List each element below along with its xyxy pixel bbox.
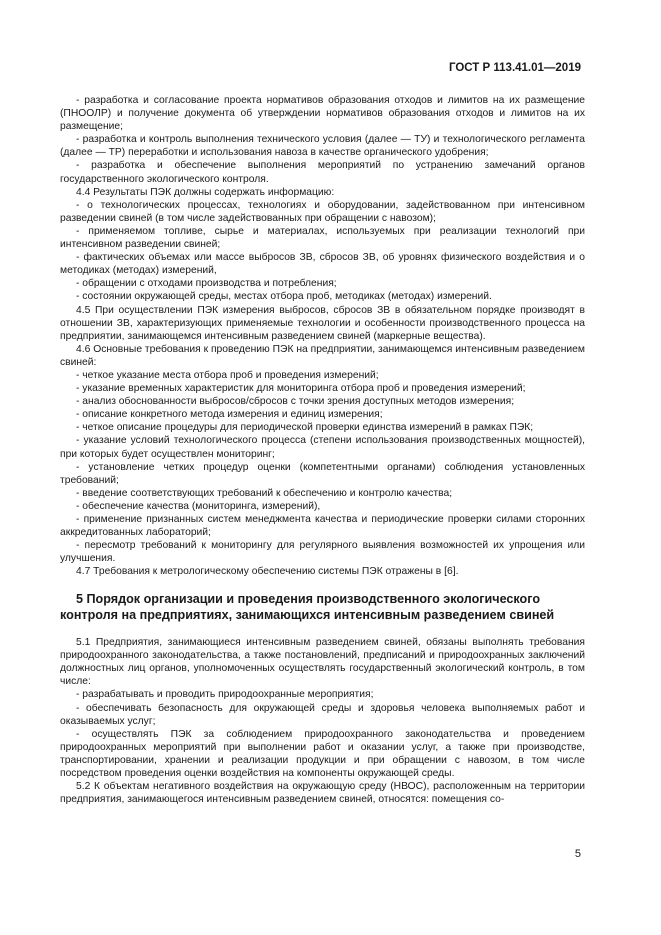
paragraph: - анализ обоснованности выбросов/сбросов с точки зрения доступных методов измерения;	[76, 396, 515, 408]
paragraph: 5.1 Предприятия, занимающиеся интенсивным разведением свиней, обязаны выполнять требования природоохранного законодательства, а также постановлений, предписаний и природоохранных заключений должностных лиц органов, уполномоченных осуществлять государственный экологический контроль, в том числе:	[60, 637, 585, 688]
document-code: ГОСТ Р 113.41.01—2019	[448, 62, 581, 74]
paragraph: - обращении с отходами производства и потребления;	[76, 278, 337, 290]
paragraph: - введение соответствующих требований к обеспечению и контролю качества;	[76, 487, 453, 499]
paragraph: - осуществлять ПЭК за соблюдением природоохранного законодательства и проведением природоохранных мероприятий при выполнении работ и оказании услуг, а также при производстве, транспортировании, хранении и реализации продукции и при обращении с навозом, в том числе посредством проведения оценки воздействия на компоненты окружающей среды.	[60, 728, 585, 779]
paragraph: 4.7 Требования к метрологическому обеспечению системы ПЭК отражены в [6].	[76, 566, 459, 578]
paragraph: - установление четких процедур оценки (компетентными органами) соблюдения установленных требований;	[60, 461, 585, 486]
paragraph: 4.5 При осуществлении ПЭК измерения выбросов, сбросов ЗВ в обязательном порядке производят в отношении ЗВ, характеризующих применяемые технологии и особенности производственного процесса на предприятии, занимающемся интенсивным разведением свиней (маркерные вещества).	[60, 304, 585, 342]
paragraph: 5.2 К объектам негативного воздействия на окружающую среду (НВОС), расположенным на территории предприятия, занимающегося интенсивным разведением свиней, относятся: помещения со-	[60, 781, 585, 806]
paragraph: 4.6 Основные требования к проведению ПЭК на предприятии, занимающемся интенсивным разведением свиней:	[60, 343, 585, 368]
paragraph: 4.4 Результаты ПЭК должны содержать информацию:	[76, 186, 335, 198]
page-number: 5	[574, 848, 581, 860]
paragraph: - применяемом топливе, сырье и материалах, используемых при реализации технологий при интенсивном разведении свиней;	[60, 225, 585, 251]
paragraph: - обеспечивать безопасность для окружающей среды и здоровья человека выполняемых работ и оказываемых услуг;	[60, 702, 585, 727]
paragraph: - разрабатывать и проводить природоохранные мероприятия;	[76, 689, 374, 701]
paragraph: - описание конкретного метода измерения и единиц измерения;	[76, 409, 383, 421]
paragraph: - фактических объемах или массе выбросов ЗВ, сбросов ЗВ, об уровнях физического воздействия и о методиках (методах) измерений,	[60, 252, 585, 277]
section-5-title: 5 Порядок организации и проведения производственного экологического контроля на предприятиях, занимающихся интенсивным разведением свиней	[60, 592, 555, 623]
paragraph: - обеспечение качества (мониторинга, измерений),	[76, 500, 321, 512]
paragraph: - разработка и согласование проекта нормативов образования отходов и лимитов на их размещение (ПНООЛР) и получение документа об утверждении нормативов образования отходов и лимитов на их размещение;	[60, 95, 585, 133]
paragraph: - четкое указание места отбора проб и проведения измерений;	[76, 369, 379, 381]
paragraph: - разработка и контроль выполнения технического условия (далее — ТУ) и технологического регламента (далее — ТР) переработки и использования навоза в качестве органического удобрения;	[60, 134, 585, 159]
paragraph: - указание условий технологического процесса (степени использования производственных мощностей), при которых будет осуществлен мониторинг;	[60, 435, 585, 460]
paragraph: - о технологических процессах, технологиях и оборудовании, задействованном при интенсивном разведении свиней (в том числе задействованных при обращении с навозом);	[60, 199, 585, 224]
document-body	[60, 94, 585, 806]
paragraph: - применение признанных систем менеджмента качества и периодические проверки силами сторонних аккредитованных лабораторий;	[60, 514, 585, 539]
paragraph: - указание временных характеристик для мониторинга отбора проб и проведения измерений;	[76, 383, 526, 395]
paragraph: - разработка и обеспечение выполнения мероприятий по устранению замечаний органов государственного экологического контроля.	[60, 160, 585, 185]
paragraph: - пересмотр требований к мониторингу для регулярного выявления возможностей их упрощения или улучшения.	[60, 540, 585, 565]
paragraph: - четкое описание процедуры для периодической проверки единства измерений в рамках ПЭК;	[76, 422, 534, 434]
paragraph: - состоянии окружающей среды, местах отбора проб, методиках (методах) измерений.	[76, 291, 492, 303]
